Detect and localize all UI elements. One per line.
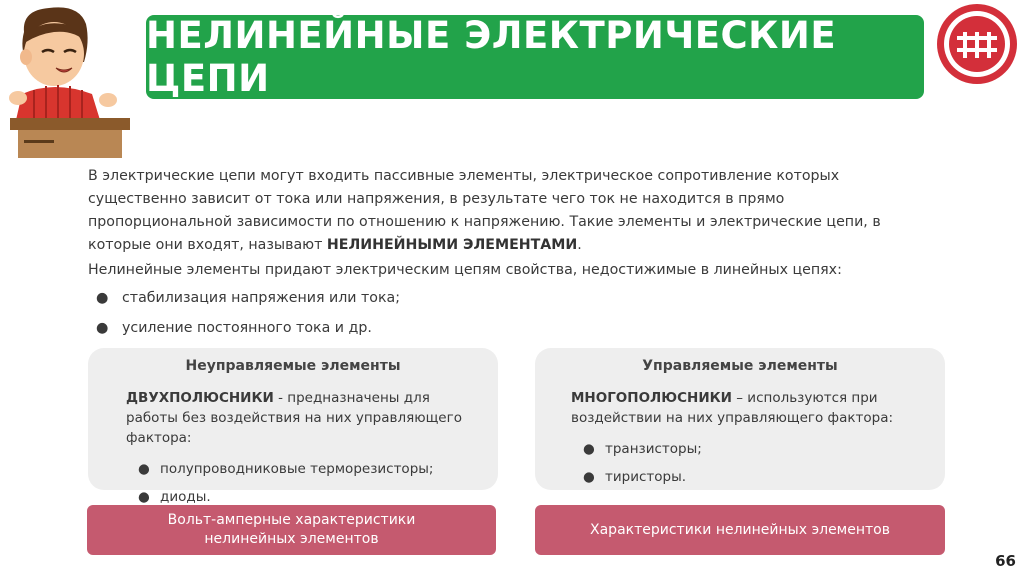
page-number: 66 [995, 552, 1016, 570]
bullet-icon: ● [96, 290, 109, 306]
railway-logo-icon [935, 2, 1019, 86]
list-item-text: полупроводниковые терморезисторы; [160, 461, 434, 477]
list-item [138, 458, 488, 486]
card-title: Неуправляемые элементы [185, 358, 401, 374]
page-title: НЕЛИНЕЙНЫЕ ЭЛЕКТРИЧЕСКИЕ ЦЕПИ [146, 14, 837, 100]
card-body [126, 388, 488, 514]
card-list [583, 438, 935, 494]
list-item [96, 316, 400, 346]
bullet-icon: ● [583, 441, 595, 457]
controlled-elements-card [535, 348, 945, 490]
list-item-text: транзисторы; [605, 441, 702, 457]
intro-end: . [577, 237, 582, 253]
uncontrolled-elements-card [88, 348, 498, 505]
list-item-text: стабилизация напряжения или тока; [122, 290, 401, 306]
properties-list [96, 286, 400, 346]
list-item [583, 438, 935, 466]
list-item [583, 466, 935, 494]
bullet-icon: ● [138, 461, 150, 477]
bullet-icon: ● [138, 489, 150, 505]
button-label-line1: Вольт-амперные характеристики [167, 512, 416, 528]
intro-text: В электрические цепи могут входить пассивные элементы, электрическое сопротивление которых существенно зависит от тока или напряжения, в результате чего ток не находится в прямо пропорциональной зависимости по отношению к напряжению. Такие элементы и электрические цепи, в которые они входят, называют [88, 168, 881, 253]
card-term: МНОГОПОЛЮСНИКИ [571, 390, 732, 406]
card-description: - предназначены для работы без воздействия на них управляющего фактора: [126, 390, 462, 446]
button-label: Характеристики нелинейных элементов [590, 521, 890, 538]
properties-lead: Нелинейные элементы придают электрическим цепям свойства, недостижимые в линейных цепях: [88, 262, 842, 278]
card-body [571, 388, 935, 494]
list-item-text: усиление постоянного тока и др. [122, 320, 372, 336]
nonlinear-characteristics-button[interactable] [535, 505, 945, 555]
list-item-text: диоды. [160, 489, 211, 505]
intro-term: НЕЛИНЕЙНЫМИ ЭЛЕМЕНТАМИ [326, 237, 578, 253]
bullet-icon: ● [583, 469, 595, 485]
bullet-icon: ● [96, 320, 109, 336]
list-item [96, 286, 400, 316]
teacher-mascot-image [4, 2, 134, 160]
list-item-text: тиристоры. [605, 469, 687, 485]
card-description: – используются при воздействии на них управляющего фактора: [571, 390, 894, 426]
card-term: ДВУХПОЛЮСНИКИ [126, 390, 274, 406]
card-title: Управляемые элементы [642, 358, 838, 374]
button-label-line2: нелинейных элементов [204, 531, 379, 547]
title-banner [146, 15, 924, 99]
volt-ampere-characteristics-button[interactable] [87, 505, 496, 555]
intro-paragraph [88, 165, 928, 257]
